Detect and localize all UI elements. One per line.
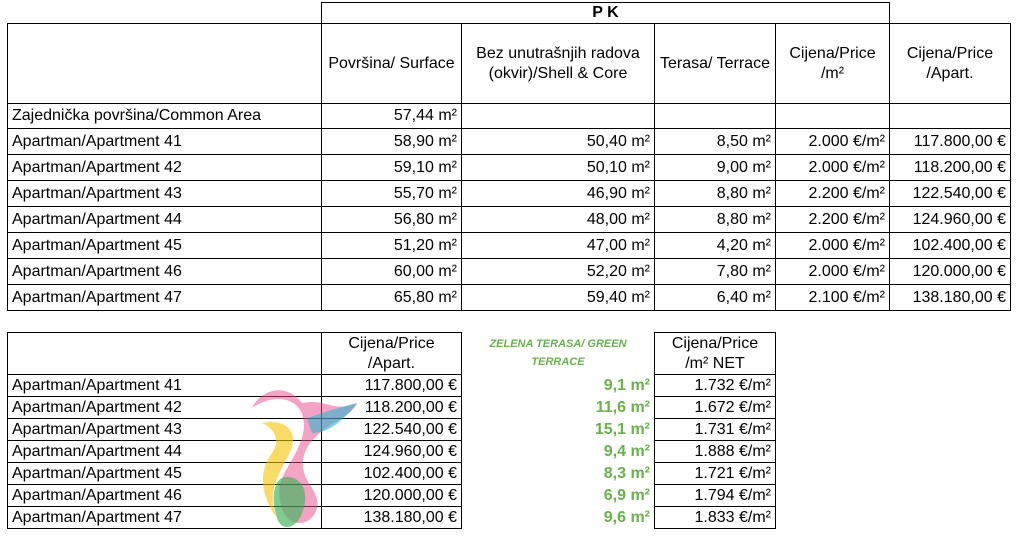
table-row xyxy=(8,485,776,507)
cell-green: 9,6 m² xyxy=(462,507,655,529)
cell-net: 1.672 €/m² xyxy=(655,397,776,419)
cell-shell: 48,00 m² xyxy=(462,207,655,233)
table-row xyxy=(8,397,776,419)
cell-green: 15,1 m² xyxy=(462,419,655,441)
header-price-apart: Cijena/Price /Apart. xyxy=(322,333,462,375)
cell-name: Apartman/Apartment 43 xyxy=(8,181,322,207)
cell-terrace: 8,50 m² xyxy=(655,129,776,155)
table-row xyxy=(8,419,776,441)
cell-price-apt: 117.800,00 € xyxy=(890,129,1011,155)
cell-net: 1.721 €/m² xyxy=(655,463,776,485)
cell-terrace: 6,40 m² xyxy=(655,285,776,311)
cell-surface: 58,90 m² xyxy=(322,129,462,155)
cell-terrace: 9,00 m² xyxy=(655,155,776,181)
cell-terrace: 4,20 m² xyxy=(655,233,776,259)
table-row xyxy=(8,375,776,397)
cell-green: 6,9 m² xyxy=(462,485,655,507)
cell-name: Apartman/Apartment 46 xyxy=(8,485,322,507)
cell-price-apt: 102.400,00 € xyxy=(890,233,1011,259)
table-row xyxy=(8,259,1011,285)
cell-price-apt: 117.800,00 € xyxy=(322,375,462,397)
table-row xyxy=(8,155,1011,181)
title-blank xyxy=(890,3,1011,24)
cell-name: Apartman/Apartment 44 xyxy=(8,441,322,463)
table-row xyxy=(8,233,1011,259)
cell-green: 11,6 m² xyxy=(462,397,655,419)
cell-price-m2: 2.000 €/m² xyxy=(776,259,890,285)
cell-green: 9,1 m² xyxy=(462,375,655,397)
price-table-net xyxy=(7,332,776,529)
cell-name: Apartman/Apartment 45 xyxy=(8,233,322,259)
cell-name: Apartman/Apartment 42 xyxy=(8,397,322,419)
cell-shell: 59,40 m² xyxy=(462,285,655,311)
table-row xyxy=(8,507,776,529)
cell-terrace: 7,80 m² xyxy=(655,259,776,285)
table-row xyxy=(8,285,1011,311)
cell-green: 8,3 m² xyxy=(462,463,655,485)
cell-surface: 56,80 m² xyxy=(322,207,462,233)
cell-green: 9,4 m² xyxy=(462,441,655,463)
cell-price-m2: 2.200 €/m² xyxy=(776,207,890,233)
cell-shell: 52,20 m² xyxy=(462,259,655,285)
cell-name: Apartman/Apartment 44 xyxy=(8,207,322,233)
price-table-main xyxy=(7,2,1011,311)
table-row xyxy=(8,463,776,485)
cell-price-m2: 2.200 €/m² xyxy=(776,181,890,207)
cell-name: Apartman/Apartment 42 xyxy=(8,155,322,181)
common-area-name: Zajednička površina/Common Area xyxy=(8,104,322,129)
cell-surface: 60,00 m² xyxy=(322,259,462,285)
table-row xyxy=(8,129,1011,155)
cell-terrace: 8,80 m² xyxy=(655,207,776,233)
cell-name: Apartman/Apartment 46 xyxy=(8,259,322,285)
cell-surface: 55,70 m² xyxy=(322,181,462,207)
cell-price-m2: 2.100 €/m² xyxy=(776,285,890,311)
header-price-m2: Cijena/Price /m² xyxy=(776,24,890,104)
cell-price-m2: 2.000 €/m² xyxy=(776,155,890,181)
corner-blank xyxy=(8,3,322,24)
cell-net: 1.833 €/m² xyxy=(655,507,776,529)
common-area-surface: 57,44 m² xyxy=(322,104,462,129)
common-area-empty xyxy=(462,104,655,129)
common-area-empty xyxy=(655,104,776,129)
table-row xyxy=(8,441,776,463)
cell-shell: 47,00 m² xyxy=(462,233,655,259)
header-terrace: Terasa/ Terrace xyxy=(655,24,776,104)
cell-terrace: 8,80 m² xyxy=(655,181,776,207)
header-price-m2-net: Cijena/Price /m² NET xyxy=(655,333,776,375)
cell-price-apt: 122.540,00 € xyxy=(890,181,1011,207)
common-area-empty xyxy=(890,104,1011,129)
cell-surface: 51,20 m² xyxy=(322,233,462,259)
cell-price-apt: 118.200,00 € xyxy=(322,397,462,419)
cell-name: Apartman/Apartment 43 xyxy=(8,419,322,441)
header-price-apart: Cijena/Price /Apart. xyxy=(890,24,1011,104)
cell-name: Apartman/Apartment 47 xyxy=(8,285,322,311)
cell-name: Apartman/Apartment 47 xyxy=(8,507,322,529)
cell-name: Apartman/Apartment 45 xyxy=(8,463,322,485)
cell-shell: 46,90 m² xyxy=(462,181,655,207)
cell-shell: 50,40 m² xyxy=(462,129,655,155)
header-shell-core: Bez unutrašnjih radova (okvir)/Shell & Core xyxy=(462,24,655,104)
cell-price-apt: 120.000,00 € xyxy=(322,485,462,507)
cell-net: 1.888 €/m² xyxy=(655,441,776,463)
cell-price-apt: 120.000,00 € xyxy=(890,259,1011,285)
cell-price-m2: 2.000 €/m² xyxy=(776,129,890,155)
cell-net: 1.731 €/m² xyxy=(655,419,776,441)
header-green-terrace: ZELENA TERASA/ GREEN TERRACE xyxy=(489,337,627,368)
table-row xyxy=(8,207,1011,233)
cell-price-apt: 124.960,00 € xyxy=(322,441,462,463)
header-surface: Površina/ Surface xyxy=(322,24,462,104)
cell-shell: 50,10 m² xyxy=(462,155,655,181)
table-row xyxy=(8,181,1011,207)
cell-price-apt: 138.180,00 € xyxy=(890,285,1011,311)
header-blank xyxy=(8,24,322,104)
cell-name: Apartman/Apartment 41 xyxy=(8,129,322,155)
common-area-empty xyxy=(776,104,890,129)
cell-surface: 65,80 m² xyxy=(322,285,462,311)
cell-name: Apartman/Apartment 41 xyxy=(8,375,322,397)
cell-price-apt: 138.180,00 € xyxy=(322,507,462,529)
cell-price-m2: 2.000 €/m² xyxy=(776,233,890,259)
cell-price-apt: 102.400,00 € xyxy=(322,463,462,485)
cell-price-apt: 124.960,00 € xyxy=(890,207,1011,233)
header-blank xyxy=(8,333,322,375)
cell-net: 1.794 €/m² xyxy=(655,485,776,507)
cell-surface: 59,10 m² xyxy=(322,155,462,181)
cell-price-apt: 122.540,00 € xyxy=(322,419,462,441)
cell-price-apt: 118.200,00 € xyxy=(890,155,1011,181)
table-title: P K xyxy=(322,3,890,24)
cell-net: 1.732 €/m² xyxy=(655,375,776,397)
